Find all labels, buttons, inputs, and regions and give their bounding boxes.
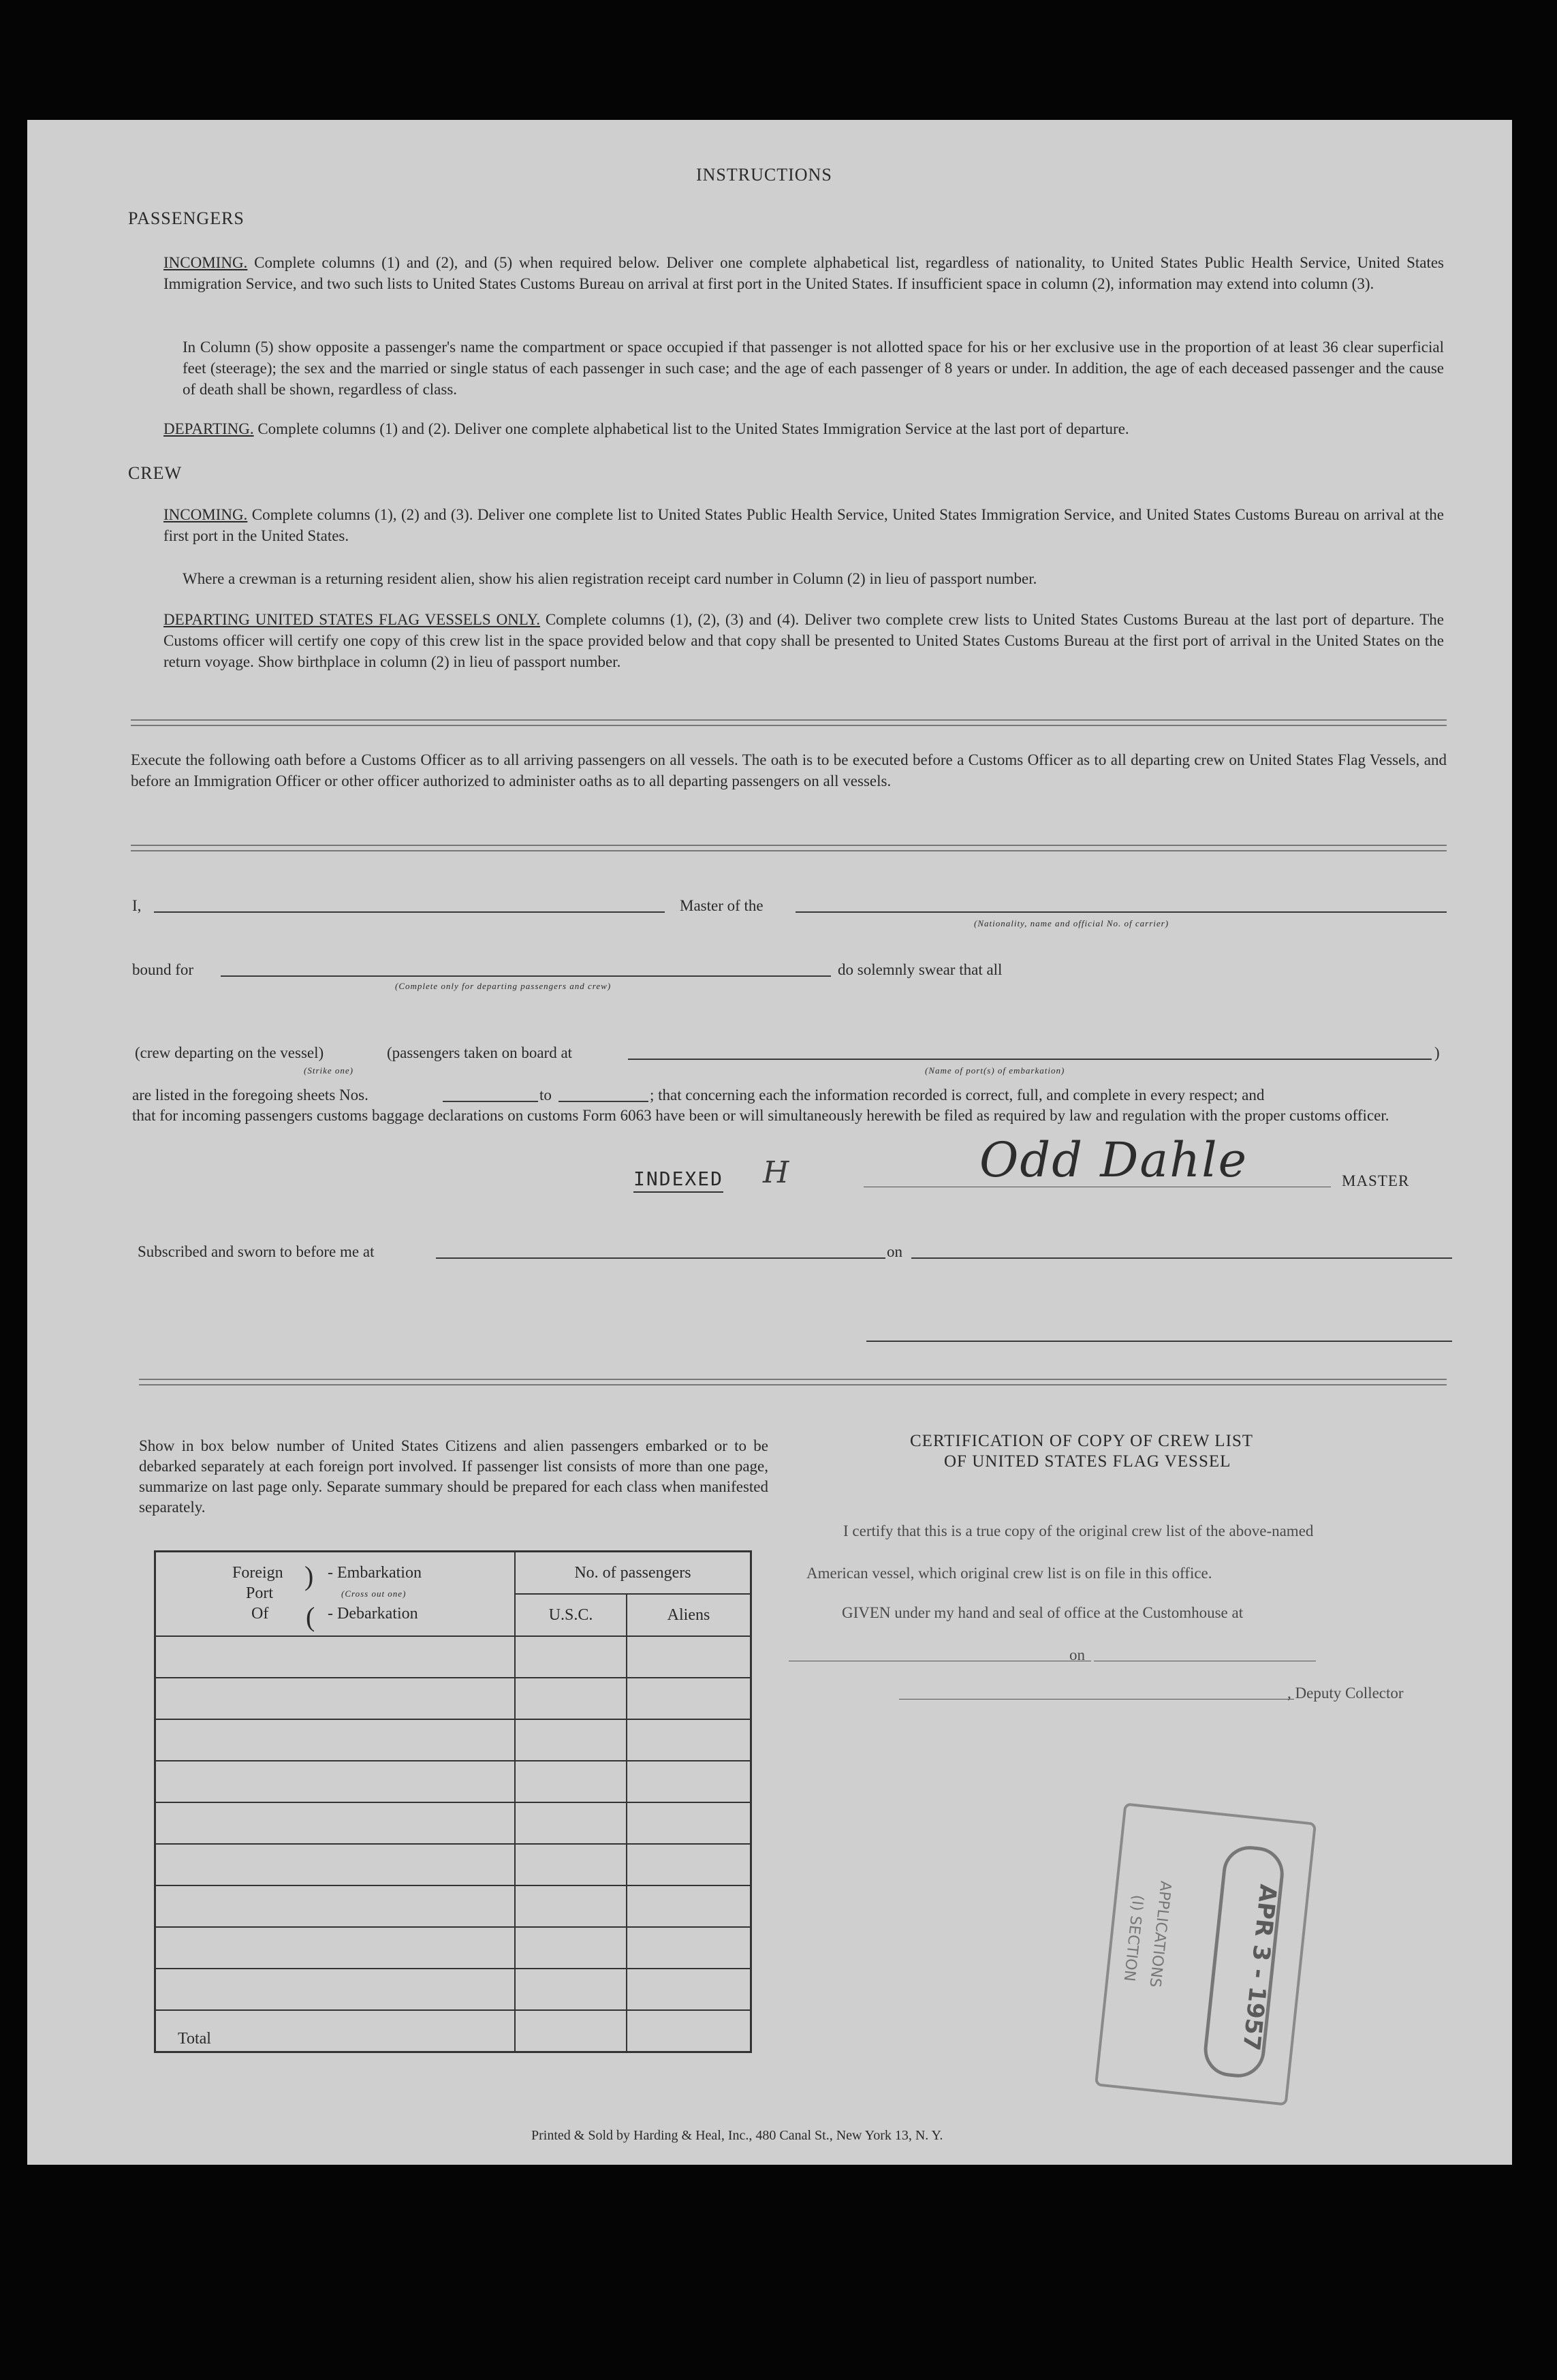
table-row — [155, 1802, 751, 1844]
crew-departing-label: DEPARTING UNITED STATES FLAG VESSELS ONLY. — [163, 611, 540, 628]
table-row — [155, 1885, 751, 1927]
subscribed-date-line[interactable] — [911, 1257, 1452, 1259]
certification-on-label: on — [1069, 1646, 1085, 1663]
table-row — [155, 1844, 751, 1885]
sheet-from-line[interactable] — [443, 1101, 538, 1102]
master-label: MASTER — [1342, 1172, 1410, 1189]
passengers-incoming-label: INCOMING. — [163, 254, 248, 271]
usc-cell[interactable] — [515, 1969, 627, 2010]
table-row — [155, 1636, 751, 1678]
instructions-title: INSTRUCTIONS — [696, 165, 832, 185]
aliens-cell[interactable] — [627, 1678, 751, 1719]
crew-incoming-text: Complete columns (1), (2) and (3). Deliver one complete list to United States Public Health Service, United States Immigration Service, and United States Customs Bureau on arrival at the first port in the United States. — [163, 506, 1444, 544]
indexed-mark: H — [763, 1155, 789, 1190]
passengers-taken-option: (passengers taken on board at — [387, 1044, 573, 1061]
aliens-header: Aliens — [627, 1594, 751, 1636]
oath-i-label: I, — [132, 897, 142, 914]
printer-footer: Printed & Sold by Harding & Heal, Inc., 480 Canal St., New York 13, N. Y. — [531, 2128, 943, 2143]
usc-cell[interactable] — [515, 1636, 627, 1678]
table-row — [155, 1719, 751, 1761]
usc-cell[interactable] — [515, 1802, 627, 1844]
embarkation-port-line[interactable] — [628, 1059, 1432, 1060]
port-cell[interactable] — [155, 1969, 516, 2010]
usc-cell[interactable] — [515, 1678, 627, 1719]
oath-divider — [131, 845, 1447, 851]
port-cell[interactable] — [155, 1678, 516, 1719]
summary-instructions: Show in box below number of United States Citizens and alien passengers embarked or to be debarked separately at each foreign port involved. If passenger list consists of more than one page, summarize on last page only. Separate summary should be prepared for each class when manifested separately. — [139, 1437, 768, 1516]
total-label: Total — [155, 2010, 516, 2052]
usc-header: U.S.C. — [515, 1594, 627, 1636]
bound-for-line[interactable] — [221, 975, 831, 977]
port-cell[interactable] — [155, 1719, 516, 1761]
master-name-line[interactable] — [154, 911, 665, 913]
table-row — [155, 1927, 751, 1969]
usc-cell[interactable] — [515, 1844, 627, 1885]
usc-cell[interactable] — [515, 1885, 627, 1927]
received-stamp — [1095, 1802, 1317, 2105]
aliens-cell[interactable] — [627, 1761, 751, 1802]
total-row — [155, 2010, 751, 2052]
passengers-column5-paragraph: In Column (5) show opposite a passenger's name the compartment or space occupied if that passenger is not allotted space for his or her exclusive use in the proportion of at least 36 clear superficial feet (steerage); the sex and the married or single status of each passenger in such case; and the age of each passenger of 8 years or under. In addition, the age of each deceased passenger and the cause of death shall be shown, regardless of class. — [183, 339, 1444, 398]
ports-summary-table — [154, 1550, 752, 2053]
certification-heading-1: CERTIFICATION OF COPY OF CREW LIST — [910, 1432, 1254, 1450]
crew-heading: CREW — [128, 463, 183, 483]
cross-out-caption: (Cross out one) — [341, 1588, 407, 1599]
sheets-label: are listed in the foregoing sheets Nos. — [132, 1086, 368, 1103]
subscribed-place-line[interactable] — [436, 1257, 885, 1259]
passengers-incoming-text: Complete columns (1) and (2), and (5) when required below. Deliver one complete alphabetical list, regardless of nationality, to United States Public Health Service, United States Immigration Service, and two such lists to United States Customs Bureau on arrival at first port in the United States. If insufficient space in column (2), information may extend into column (3). — [163, 254, 1445, 292]
sheets-text-continued: that for incoming passengers customs baggage declarations on customs Form 6063 have been or will simultaneously herewith be filed as required by law and regulation with the proper customs officer. — [132, 1107, 1389, 1124]
swear-label: do solemnly swear that all — [838, 961, 1003, 978]
master-of-label: Master of the — [680, 897, 764, 914]
port-cell[interactable] — [155, 1761, 516, 1802]
section-divider — [131, 719, 1447, 726]
aliens-cell[interactable] — [627, 1719, 751, 1761]
embarkation-label: - Embarkation — [328, 1564, 422, 1582]
subscribed-label: Subscribed and sworn to before me at — [138, 1243, 375, 1260]
debarkation-label: - Debarkation — [328, 1605, 418, 1623]
certification-heading-2: OF UNITED STATES FLAG VESSEL — [944, 1452, 1231, 1471]
aliens-cell[interactable] — [627, 1927, 751, 1969]
subscribed-on-label: on — [887, 1243, 902, 1260]
of-label: Of — [251, 1605, 269, 1623]
close-paren: ) — [1434, 1044, 1440, 1061]
no-of-passengers-header: No. of passengers — [515, 1552, 751, 1595]
port-cell[interactable] — [155, 1927, 516, 1969]
table-row — [155, 1761, 751, 1802]
deputy-collector-line[interactable] — [899, 1699, 1294, 1700]
lower-divider — [139, 1379, 1447, 1385]
stamp-date: APR 3 - 1957 — [1237, 1883, 1282, 2052]
usc-cell[interactable] — [515, 1719, 627, 1761]
ports-caption: (Name of port(s) of embarkation) — [925, 1065, 1065, 1076]
port-label: Port — [246, 1584, 274, 1602]
strike-caption: (Strike one) — [304, 1065, 354, 1076]
aliens-cell[interactable] — [627, 1885, 751, 1927]
aliens-total-cell[interactable] — [627, 2010, 751, 2052]
certification-line-2: American vessel, which original crew list is on file in this office. — [806, 1565, 1212, 1582]
crew-incoming-paragraph — [163, 504, 1444, 546]
officer-signature-line[interactable] — [866, 1341, 1452, 1342]
crew-resident-paragraph: Where a crewman is a returning resident alien, show his alien registration receipt card number in Column (2) in lieu of passport number. — [183, 570, 1037, 587]
sheet-to-line[interactable] — [559, 1101, 648, 1102]
passengers-departing-paragraph — [163, 418, 1444, 439]
port-cell[interactable] — [155, 1802, 516, 1844]
brace-top: ) — [304, 1561, 314, 1591]
bound-caption: (Complete only for departing passengers and crew) — [395, 981, 612, 991]
crew-departing-option: (crew departing on the vessel) — [135, 1044, 324, 1061]
crew-incoming-label: INCOMING. — [163, 506, 248, 523]
aliens-cell[interactable] — [627, 1802, 751, 1844]
to-label: to — [539, 1086, 552, 1103]
port-cell[interactable] — [155, 1636, 516, 1678]
usc-cell[interactable] — [515, 1761, 627, 1802]
bound-for-label: bound for — [132, 961, 194, 978]
certification-line-3: GIVEN under my hand and seal of office at the Customhouse at — [842, 1604, 1244, 1621]
passengers-departing-label: DEPARTING. — [163, 420, 254, 437]
port-cell[interactable] — [155, 1885, 516, 1927]
passengers-heading: PASSENGERS — [128, 208, 245, 228]
sheets-text: ; that concerning each the information recorded is correct, full, and complete in every respect; and — [650, 1086, 1265, 1103]
table-row — [155, 1678, 751, 1719]
usc-cell[interactable] — [515, 1927, 627, 1969]
aliens-cell[interactable] — [627, 1844, 751, 1885]
stamp-line-1: APPLICATIONS — [1146, 1880, 1174, 1988]
foreign-label: Foreign — [232, 1564, 283, 1582]
document-sheet — [27, 120, 1512, 2165]
deputy-collector-label: , Deputy Collector — [1287, 1685, 1404, 1702]
passengers-departing-text: Complete columns (1) and (2). Deliver one complete alphabetical list to the United States Immigration Service at the last port of departure. — [257, 420, 1129, 437]
crew-departing-text: Complete columns (1), (2), (3) and (4). Deliver two complete crew lists to United States Customs Bureau at the last port of departure. The Customs officer will certify one copy of this crew list in the space provided below and that copy shall be presented to United States Customs Bureau at the first port of arrival in the United States on the return voyage. Show birthplace in column (2) in lieu of passport number. — [163, 611, 1445, 670]
stamp-line-2: (I) SECTION — [1120, 1894, 1146, 1983]
master-signature: Odd Dahle — [979, 1132, 1248, 1188]
carrier-line[interactable] — [796, 911, 1447, 913]
aliens-cell[interactable] — [627, 1969, 751, 2010]
crew-departing-paragraph — [163, 609, 1444, 672]
oath-intro: Execute the following oath before a Customs Officer as to all arriving passengers on all vessels. The oath is to be executed before a Customs Officer as to all departing crew on United States Flag Vessels, and before an Immigration Officer or other officer authorized to administer oaths as to all departing passengers on all vessels. — [131, 751, 1447, 789]
ports-header-cell — [155, 1552, 516, 1637]
usc-total-cell[interactable] — [515, 2010, 627, 2052]
port-cell[interactable] — [155, 1844, 516, 1885]
brace-bottom: ( — [306, 1601, 315, 1632]
certification-line-1: I certify that this is a true copy of the original crew list of the above-named — [843, 1522, 1314, 1539]
aliens-cell[interactable] — [627, 1636, 751, 1678]
indexed-stamp: INDEXED — [633, 1168, 723, 1193]
nationality-caption: (Nationality, name and official No. of carrier) — [974, 918, 1169, 928]
passengers-incoming-paragraph — [163, 252, 1444, 294]
table-row — [155, 1969, 751, 2010]
